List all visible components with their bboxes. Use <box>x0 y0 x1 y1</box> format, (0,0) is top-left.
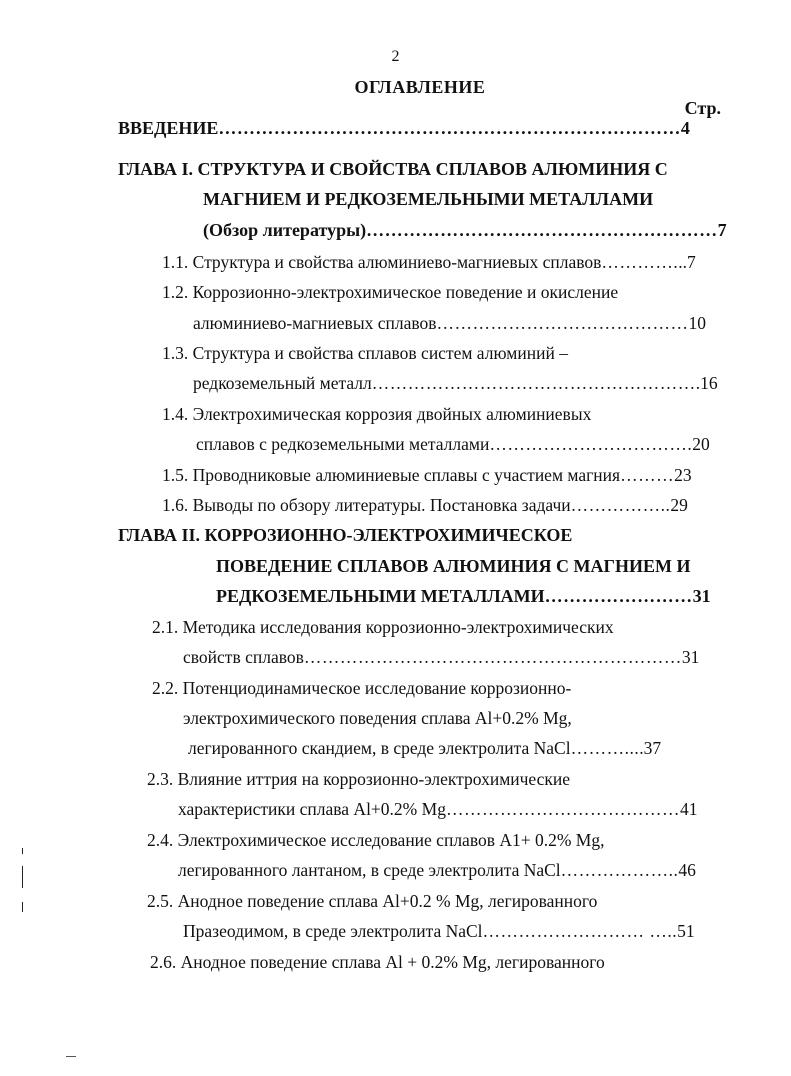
toc-entry-2-3[interactable] <box>147 768 570 790</box>
toc-chapter-2-heading-end <box>216 585 711 607</box>
toc-entry-title: 2.1. Методика исследования коррозионно-электрохимических <box>152 617 614 637</box>
toc-entry-title: 2.2. Потенциодинамическое исследование коррозионно- <box>152 678 572 698</box>
toc-entry-title: 1.4. Электрохимическая коррозия двойных алюминиевых <box>162 404 592 424</box>
toc-entry-title: МАГНИЕМ И РЕДКОЗЕМЕЛЬНЫМИ МЕТАЛЛАМИ <box>203 189 654 209</box>
toc-entry-title: ПОВЕДЕНИЕ СПЛАВОВ АЛЮМИНИЯ С МАГНИЕМ И <box>216 556 691 576</box>
toc-entry-1-3-cont <box>193 372 718 394</box>
toc-chapter-1-heading[interactable] <box>118 158 668 180</box>
page-title: ОГЛАВЛЕНИЕ <box>354 77 486 97</box>
toc-entry-title: 1.3. Структура и свойства сплавов систем алюминий – <box>162 343 568 363</box>
toc-entry-title: ГЛАВА II. КОРРОЗИОННО-ЭЛЕКТРОХИМИЧЕСКОЕ <box>118 525 573 545</box>
toc-dot-leader: ………………………………………………………………… <box>218 118 681 138</box>
toc-entry-2-2-cont <box>183 707 572 729</box>
toc-entry-2-5[interactable] <box>147 890 597 912</box>
toc-entry-title: легированного скандием, в среде электролита NaCl <box>188 738 571 758</box>
toc-chapter-2-heading[interactable] <box>118 524 572 546</box>
toc-entry-title: ГЛАВА I. СТРУКТУРА И СВОЙСТВА СПЛАВОВ АЛЮМИНИЯ С <box>118 159 668 179</box>
toc-entry-2-2[interactable] <box>152 677 571 699</box>
toc-page-number: 7 <box>717 220 727 240</box>
toc-dot-leader: ……………………………………………… <box>371 373 696 393</box>
toc-page-number: 29 <box>670 495 688 515</box>
toc-page-number: 23 <box>674 465 692 485</box>
toc-entry-1-5[interactable] <box>162 464 692 486</box>
toc-entry-2-3-cont <box>178 798 697 820</box>
toc-dot-leader: …………….. <box>570 495 671 515</box>
toc-page-number: .37 <box>639 738 662 758</box>
toc-entry-1-6[interactable] <box>162 494 688 516</box>
toc-entry-title: 1.1. Структура и свойства алюминиево-магниевых сплавов <box>162 252 602 272</box>
toc-page-number: .16 <box>695 373 718 393</box>
toc-entry-2-4-cont <box>178 859 696 881</box>
toc-entry-1-4[interactable] <box>162 403 591 425</box>
toc-dot-leader: ……………………… ….. <box>482 921 678 941</box>
toc-entry-1-1[interactable] <box>162 251 696 273</box>
toc-entry-title: Празеодимом, в среде электролита NaCl <box>183 921 483 941</box>
scan-artifact-dash <box>66 1056 76 1057</box>
toc-page-number: 41 <box>679 799 698 819</box>
toc-page-number: 51 <box>677 921 695 941</box>
toc-dot-leader: …………. <box>601 252 679 272</box>
toc-entry-title: 2.5. Анодное поведение сплава Al+0.2 % Mg, легированного <box>147 891 598 911</box>
toc-entry-title: алюминиево-магниевых сплавов <box>193 313 437 333</box>
toc-page-number: 31 <box>681 647 700 667</box>
toc-dot-leader: ………………………………………………… <box>366 220 718 240</box>
toc-page-number: 31 <box>692 586 711 606</box>
toc-entry-title: электрохимического поведения сплава Al+0.2% Mg, <box>183 708 572 728</box>
toc-entry-title: редкоземельный металл <box>193 373 372 393</box>
toc-dot-leader: ……………….. <box>560 860 679 880</box>
toc-entry-2-1[interactable] <box>152 616 614 638</box>
toc-entry-title: 1.6. Выводы по обзору литературы. Постановка задачи <box>162 495 571 515</box>
toc-entry-2-6[interactable] <box>150 951 605 973</box>
page-number: 2 <box>391 48 400 65</box>
toc-entry-introduction[interactable] <box>118 117 690 139</box>
toc-entry-title: РЕДКОЗЕМЕЛЬНЫМИ МЕТАЛЛАМИ <box>216 586 545 606</box>
toc-dot-leader: ……………………………. <box>489 434 693 454</box>
toc-entry-title: 2.3. Влияние иттрия на коррозионно-электрохимические <box>147 769 571 789</box>
toc-dot-leader: ……… <box>620 465 675 485</box>
scan-artifact-mark <box>22 848 23 854</box>
toc-chapter-1-heading-cont <box>203 188 653 210</box>
toc-entry-1-4-cont <box>196 433 710 455</box>
toc-entry-title: сплавов с редкоземельными металлами <box>196 434 490 454</box>
toc-entry-2-5-cont <box>183 920 695 942</box>
toc-page-number: 4 <box>680 118 690 138</box>
toc-page-number: 20 <box>692 434 710 454</box>
toc-entry-title: ВВЕДЕНИЕ <box>118 118 219 138</box>
toc-entry-title: легированного лантаном, в среде электролита NaCl <box>178 860 561 880</box>
toc-entry-title: 2.6. Анодное поведение сплава Al + 0.2% Mg, легированного <box>150 952 605 972</box>
toc-dot-leader: ……………………………………………………… <box>303 647 682 667</box>
toc-page-number: ..7 <box>678 252 696 272</box>
toc-chapter-1-review[interactable] <box>203 219 727 241</box>
toc-dot-leader: …………………… <box>544 586 693 606</box>
toc-entry-title: характеристики сплава Al+0.2% Mg <box>178 799 446 819</box>
scan-artifact-mark <box>22 866 23 888</box>
scan-artifact-mark <box>22 902 23 912</box>
toc-entry-1-2-cont <box>193 312 706 334</box>
toc-dot-leader: ………………………………… <box>445 799 680 819</box>
toc-entry-2-1-cont <box>183 646 699 668</box>
toc-dot-leader: ………... <box>570 738 640 758</box>
toc-entry-title: свойств сплавов <box>183 647 304 667</box>
toc-entry-title: 1.5. Проводниковые алюминиевые сплавы с участием магния <box>162 465 621 485</box>
toc-page-number: 46 <box>678 860 696 880</box>
toc-entry-title: (Обзор литературы) <box>203 220 367 240</box>
toc-entry-title: 1.2. Коррозионно-электрохимическое поведение и окисление <box>162 282 619 302</box>
toc-entry-1-3[interactable] <box>162 342 568 364</box>
toc-entry-title: 2.4. Электрохимическое исследование сплавов A1+ 0.2% Mg, <box>147 830 605 850</box>
toc-dot-leader: …………………………………… <box>436 313 689 333</box>
toc-page-number: 10 <box>688 313 706 333</box>
toc-chapter-2-heading-cont <box>216 555 690 577</box>
toc-entry-1-2[interactable] <box>162 281 618 303</box>
toc-entry-2-2-end <box>188 737 661 759</box>
page-column-header: Стр. <box>684 98 721 118</box>
toc-entry-2-4[interactable] <box>147 829 605 851</box>
